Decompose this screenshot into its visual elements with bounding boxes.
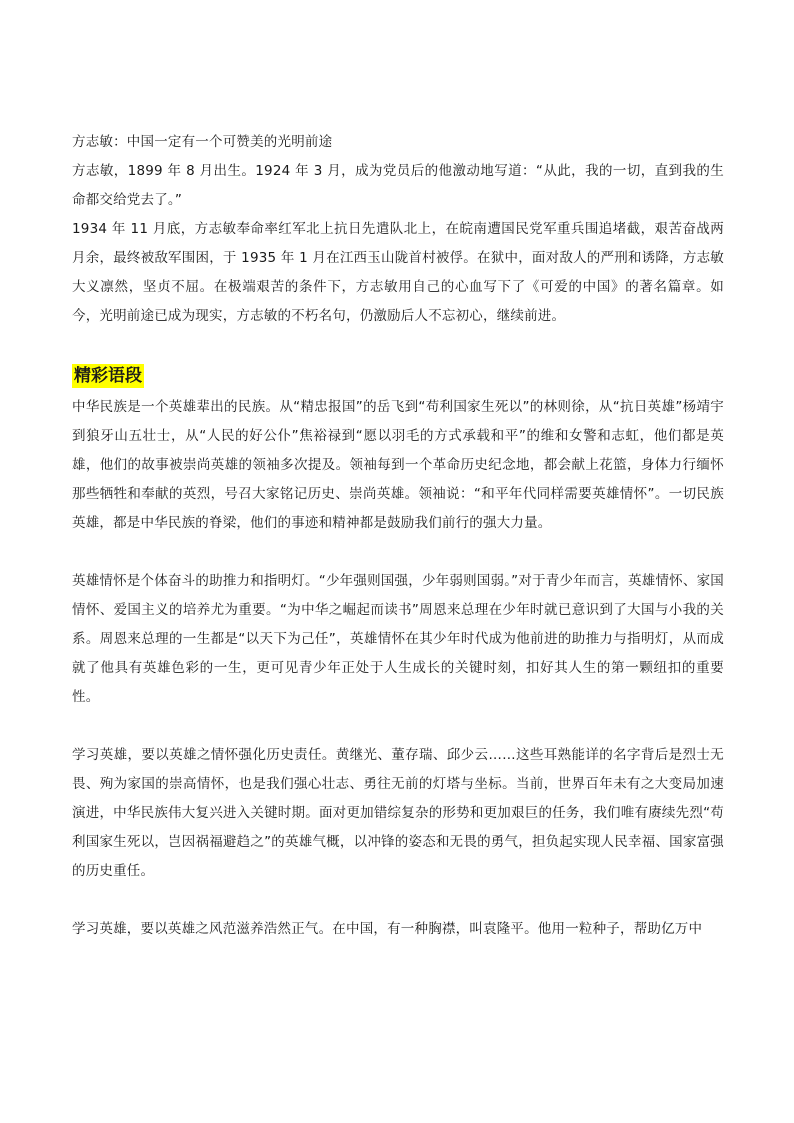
section-paragraph-3: 学习英雄，要以英雄之情怀强化历史责任。黄继光、董存瑞、邱少云……这些耳熟能详的名字背后是烈士无畏、殉为家国的崇高情怀，也是我们强心壮志、勇往无前的灯塔与坐标。当前，世界百年未有之大变局加速演进，中华民族伟大复兴进入关键时期。面对更加错综复杂的形势和更加艰巨的任务，我们唯有赓续先烈“苟利国家生死以，岂因祸福避趋之”的英雄气概，以冲锋的姿态和无畏的勇气，担负起实现人民幸福、国家富强的历史重任。 xyxy=(72,747,724,879)
section-paragraph-4: 学习英雄，要以英雄之风范滋养浩然正气。在中国，有一种胸襟，叫袁隆平。他用一粒种子，帮助亿万中 xyxy=(72,921,703,937)
section-paragraph-1: 中华民族是一个英雄辈出的民族。从“精忠报国”的岳飞到“苟利国家生死以”的林则徐，从“抗日英雄”杨靖宇到狼牙山五壮士，从“人民的好公仆”焦裕禄到“愿以羽毛的方式承载和平”的维和女警和志虹，他们都是英雄，他们的故事被崇尚英雄的领袖多次提及。领袖每到一个革命历史纪念地，都会献上花篮，身体力行缅怀那些牺牲和奉献的英烈，号召大家铭记历史、崇尚英雄。领袖说：“和平年代同样需要英雄情怀”。一切民族英雄，都是中华民族的脊梁，他们的事迹和精神都是鼓励我们前行的强大力量。 xyxy=(72,399,724,531)
document-page xyxy=(72,128,724,944)
section-paragraph-2: 英雄情怀是个体奋斗的助推力和指明灯。“少年强则国强，少年弱则国弱。”对于青少年而言，英雄情怀、家国情怀、爱国主义的培养尤为重要。“为中华之崛起而读书”周恩来总理在少年时就已意识到了大国与小我的关系。周恩来总理的一生都是“以天下为己任”，英雄情怀在其少年时代成为他前进的助推力与指明灯，从而成就了他具有英雄色彩的一生，更可见青少年正处于人生成长的关键时刻，扣好其人生的第一颗纽扣的重要性。 xyxy=(72,573,724,705)
intro-paragraph-capture: 1934 年 11 月底，方志敏奉命率红军北上抗日先遣队北上，在皖南遭国民党军重兵围追堵截，艰苦奋战两月余，最终被敌军围困，于 1935 年 1 月在江西玉山陇首村被俘。在狱中，面对敌人的严刑和诱降，方志敏大义凛然，坚贞不屈。在极端艰苦的条件下，方志敏用自己的心血写下了《可爱的中国》的著名篇章。如今，光明前途已成为现实，方志敏的不朽名句，仍激励后人不忘初心，继续前进。 xyxy=(72,221,724,324)
intro-title-line: 方志敏：中国一定有一个可赞美的光明前途 xyxy=(72,134,333,150)
section-heading xyxy=(72,361,724,391)
section-heading-label: 精彩语段 xyxy=(74,366,142,386)
intro-paragraph-birth: 方志敏，1899 年 8 月出生。1924 年 3 月，成为党员后的他激动地写道：“从此，我的一切，直到我的生命都交给党去了。” xyxy=(72,163,724,208)
